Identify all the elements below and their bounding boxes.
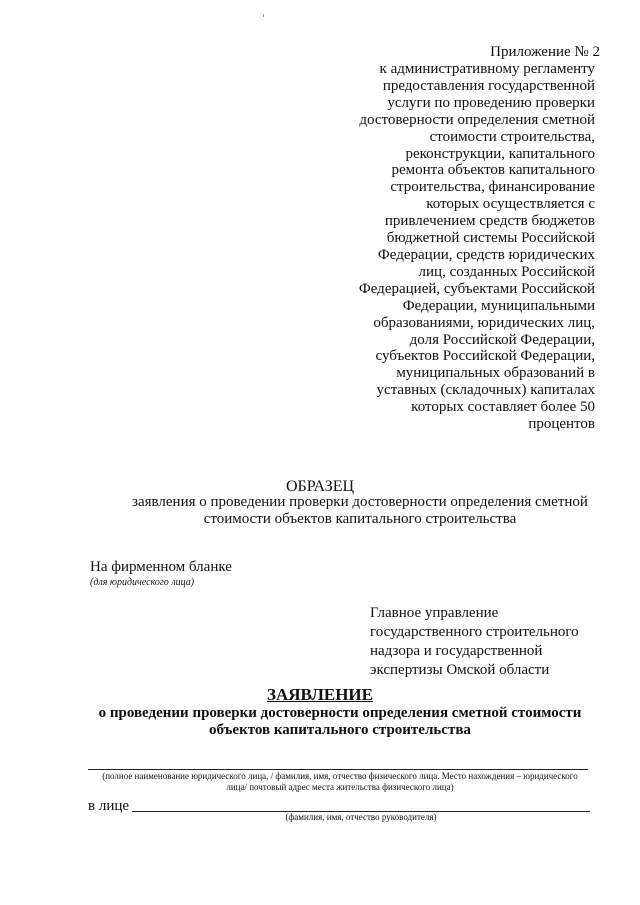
addressee-line: Главное управление [370, 605, 499, 621]
appendix-line: к административному регламенту [379, 61, 595, 77]
appendix-line: строительства, финансирование [390, 179, 595, 196]
appendix-line: достоверности определения сметной [359, 111, 595, 128]
appendix-line: процентов [528, 416, 595, 433]
applicant-caption: (полное наименование юридического лица, / фамилия, имя, отчество физического лица. Место нахождения – юридического лица/ почтовый адрес места жительства физического лица) [102, 771, 578, 792]
addressee-block [370, 604, 579, 680]
addressee-line: надзора и государственной [370, 643, 543, 659]
letterhead-label: На фирменном бланке [90, 559, 232, 575]
appendix-line: уставных (складочных) капиталах [376, 382, 595, 399]
appendix-line: предоставления государственной [382, 77, 595, 94]
appendix-line: реконструкции, капитального [405, 145, 595, 162]
statement-subtitle-line: объектов капитального строительства [209, 722, 471, 738]
appendix-line: лиц, созданных Российской [418, 263, 595, 280]
sample-subtitle: заявления о проведении проверки достоверности определения сметной стоимости объектов капитального строительства [132, 494, 588, 527]
in-person-caption: (фамилия, имя, отчество руководителя) [285, 812, 437, 822]
appendix-body [265, 61, 595, 433]
appendix-line: услуги по проведению проверки [387, 94, 595, 111]
appendix-line: доля Российской Федерации, [409, 331, 595, 348]
appendix-line: стоимости строительства, [429, 128, 595, 145]
appendix-line: бюджетной системы Российской [386, 230, 595, 247]
in-person-label: в лице [88, 798, 130, 814]
letterhead-note: (для юридического лица) [90, 577, 195, 588]
statement-title: ЗАЯВЛЕНИЕ [266, 685, 373, 704]
appendix-line: муниципальных образований в [396, 365, 595, 382]
sample-title: ОБРАЗЕЦ [285, 478, 355, 495]
appendix-line: Федерацией, субъектами Российской [358, 280, 595, 297]
appendix-line: субъектов Российской Федерации, [375, 348, 595, 365]
statement-subtitle-line: о проведении проверки достоверности определения сметной стоимости [98, 705, 582, 721]
applicant-name-line[interactable] [88, 769, 588, 770]
addressee-line: экспертизы Омской области [370, 662, 550, 678]
appendix-line: привлечением средств бюджетов [384, 213, 595, 230]
appendix-line: образованиями, юридических лиц, [373, 314, 595, 331]
appendix-line: которых осуществляется с [426, 196, 595, 213]
appendix-line: ремонта объектов капитального [391, 162, 595, 179]
statement-subtitle [60, 705, 620, 739]
addressee-line: государственного строительного [370, 624, 579, 640]
appendix-line: которых составляет более 50 [411, 399, 595, 416]
appendix-line: Федерации, средств юридических [377, 246, 595, 263]
scan-speck [263, 14, 264, 17]
appendix-title: Приложение № 2 [490, 44, 600, 60]
appendix-line: Федерации, муниципальными [402, 297, 595, 314]
